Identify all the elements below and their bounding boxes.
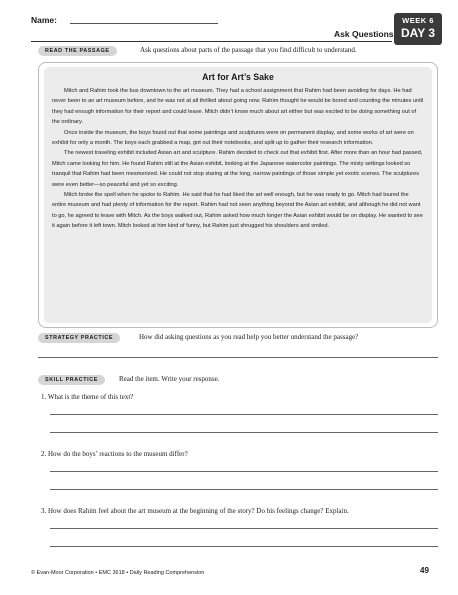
passage-title: Art for Art’s Sake: [202, 72, 274, 82]
passage-paragraph: Once inside the museum, the boys found out that some paintings and sculptures were on permanent display, and some works of art were on exhibit for only a month. The boys each grabbed a map, got out their notebooks, and split up to gather their research information.: [52, 129, 414, 147]
strategy-answer-line[interactable]: [38, 357, 438, 358]
skill-practice-tag: SKILL PRACTICE: [38, 375, 105, 385]
read-passage-tag: READ THE PASSAGE: [38, 46, 117, 56]
passage-panel: [44, 67, 432, 323]
strategy-practice-tag: STRATEGY PRACTICE: [38, 333, 120, 343]
name-label: Name:: [31, 15, 57, 25]
question-1-answer-line[interactable]: [50, 414, 438, 415]
question-2: 2. How do the boys’ reactions to the museum differ?: [41, 450, 188, 458]
passage-paragraph: Mitch and Rahim took the bus downtown to the art museum. They had a school assignment that Rahim had been avoiding for days. He had never been to an art museum before, and he was not at all thrilled about going now. Rahim thought he would be bored and counting the minutes until they had enough information for their report and could leave. Mitch didn’t know much about art either but was excited to be doing something out of the ordinary.: [52, 88, 424, 126]
header-rule: [31, 41, 392, 42]
question-1-answer-line[interactable]: [50, 432, 438, 433]
section-title: Ask Questions: [334, 29, 394, 39]
question-2-answer-line[interactable]: [50, 489, 438, 490]
passage-paragraph: The newest traveling exhibit included Asian art and sculpture. Rahim decided to check out that exhibit first. After more than an hour had passed, Mitch came looking for him. He found Rahim still at the Asian exhibit, looking at the Japanese watercolor paintings. The misty settings looked so tranquil that Rahim had been mesmerized. He could not stop staring at the long, narrow paintings of those simple yet exotic scenes. The sculptures were even better—so peaceful and yet so exciting.: [52, 150, 423, 188]
day-label: DAY 3: [400, 26, 436, 40]
question-2-answer-line[interactable]: [50, 471, 438, 472]
week-day-badge: [394, 13, 442, 45]
strategy-question: How did asking questions as you read help you better understand the passage?: [139, 333, 359, 341]
passage-box: [38, 62, 438, 328]
name-line[interactable]: [70, 23, 218, 24]
page-number: 49: [420, 566, 429, 575]
week-label: WEEK 6: [402, 16, 434, 25]
footer-credit: © Evan-Moor Corporation • EMC 3618 • Daily Reading Comprehension: [31, 570, 205, 576]
question-3-answer-line[interactable]: [50, 546, 438, 547]
question-1: 1. What is the theme of this text?: [41, 393, 134, 401]
question-3: 3. How does Rahim feel about the art museum at the beginning of the story? Do his feelings change? Explain.: [41, 507, 349, 515]
read-instruction: Ask questions about parts of the passage that you find difficult to understand.: [140, 46, 357, 54]
skill-instruction: Read the item. Write your response.: [119, 375, 220, 383]
passage-text: [52, 86, 424, 232]
passage-paragraph: Mitch broke the spell when he spoke to Rahim. He said that he had liked the art well enough, but he was ready to go. Mitch had toured the entire museum and had plenty of information for the report. Rahim had not seen anything beyond the Asian art exhibit, and although he did not want to go, he agreed to leave with Mitch. As the boys walked out, Rahim asked how much longer the Asian exhibit would be on display. He wanted to see it again before it left town. Mitch looked at him kind of funny, but Rahim just shrugged his shoulders and smiled.: [52, 192, 423, 230]
question-3-answer-line[interactable]: [50, 528, 438, 529]
